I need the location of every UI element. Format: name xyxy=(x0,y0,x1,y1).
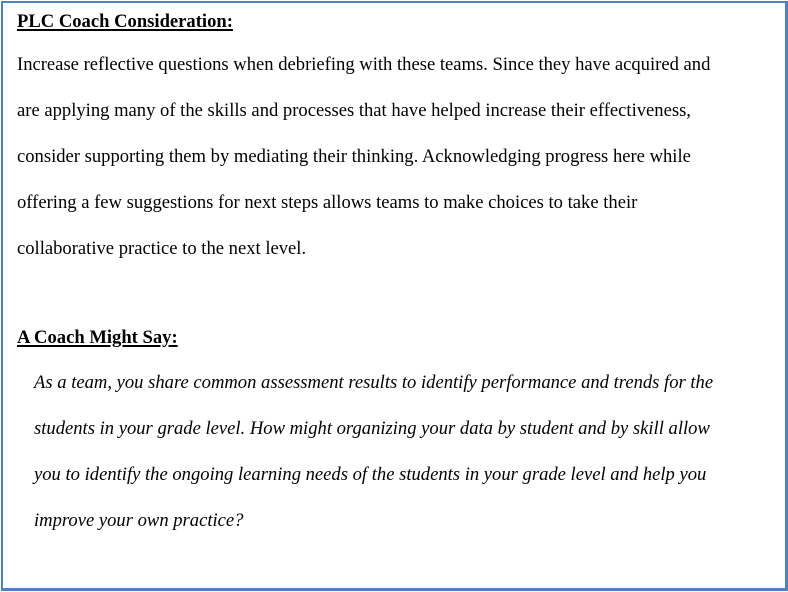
consideration-line: Increase reflective questions when debriefing with these teams. Since they have acquired and xyxy=(17,54,711,75)
coach-says-heading: A Coach Might Say: xyxy=(17,327,178,348)
consideration-heading: PLC Coach Consideration: xyxy=(17,11,233,32)
coach-quote-line: As a team, you share common assessment results to identify performance and trends for the xyxy=(34,372,714,393)
coach-quote-line: students in your grade level. How might organizing your data by student and by skill allow xyxy=(34,418,710,439)
consideration-line: consider supporting them by mediating their thinking. Acknowledging progress here while xyxy=(17,146,691,167)
consideration-line: are applying many of the skills and processes that have helped increase their effectiveness, xyxy=(17,100,691,121)
consideration-line: collaborative practice to the next level. xyxy=(17,238,307,259)
consideration-line: offering a few suggestions for next steps allows teams to make choices to take their xyxy=(17,192,638,213)
coach-quote-line: improve your own practice? xyxy=(34,510,244,531)
coach-quote-line: you to identify the ongoing learning needs of the students in your grade level and help you xyxy=(34,464,707,485)
document-frame xyxy=(1,1,788,591)
